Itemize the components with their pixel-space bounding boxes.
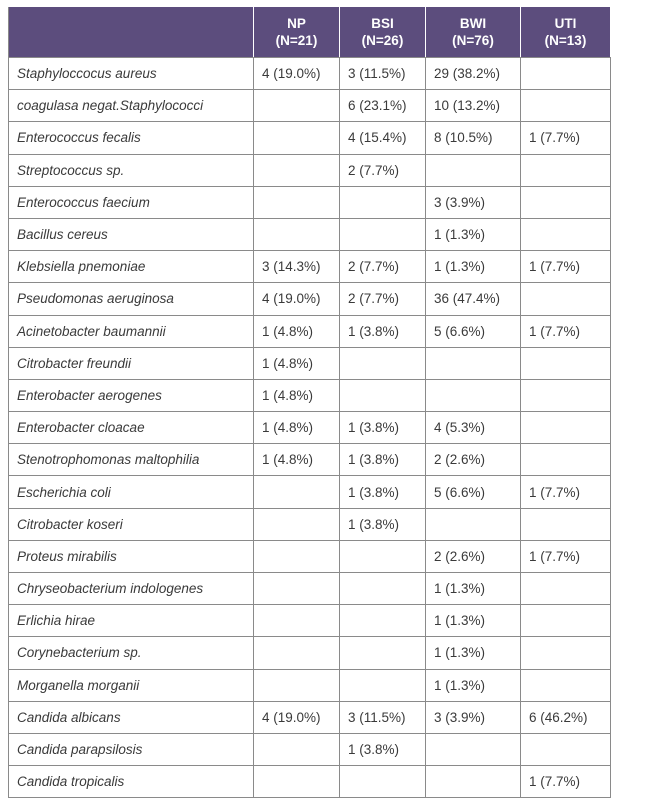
np-cell — [254, 508, 340, 540]
bsi-cell — [340, 573, 426, 605]
bwi-cell: 1 (1.3%) — [426, 637, 521, 669]
bwi-cell: 3 (3.9%) — [426, 701, 521, 733]
table-row — [9, 379, 611, 411]
organism-cell: Enterococcus faecium — [9, 186, 254, 218]
table-row — [9, 540, 611, 572]
bsi-cell — [340, 186, 426, 218]
organism-cell: Bacillus cereus — [9, 218, 254, 250]
bwi-cell: 1 (1.3%) — [426, 605, 521, 637]
np-cell: 1 (4.8%) — [254, 412, 340, 444]
bwi-cell — [426, 508, 521, 540]
bwi-cell: 1 (1.3%) — [426, 251, 521, 283]
bsi-cell — [340, 540, 426, 572]
organism-cell: Candida albicans — [9, 701, 254, 733]
header-cell-organism — [9, 7, 254, 58]
header-bwi-count: (N=76) — [452, 33, 494, 48]
uti-cell — [521, 573, 611, 605]
np-cell — [254, 122, 340, 154]
organism-cell: Citrobacter koseri — [9, 508, 254, 540]
bsi-cell — [340, 766, 426, 798]
uti-cell — [521, 508, 611, 540]
uti-cell — [521, 733, 611, 765]
organism-cell: Streptococcus sp. — [9, 154, 254, 186]
table-row — [9, 218, 611, 250]
header-uti-count: (N=13) — [544, 33, 587, 48]
uti-cell — [521, 283, 611, 315]
bwi-cell: 10 (13.2%) — [426, 90, 521, 122]
uti-cell — [521, 379, 611, 411]
organism-cell: Enterobacter aerogenes — [9, 379, 254, 411]
table-row — [9, 476, 611, 508]
np-cell — [254, 218, 340, 250]
bsi-cell — [340, 637, 426, 669]
organism-cell: Pseudomonas aeruginosa — [9, 283, 254, 315]
bwi-cell — [426, 766, 521, 798]
table-row — [9, 283, 611, 315]
header-bsi-label: BSI — [371, 16, 394, 31]
organism-cell: Corynebacterium sp. — [9, 637, 254, 669]
bsi-cell: 1 (3.8%) — [340, 315, 426, 347]
organism-cell: Enterococcus fecalis — [9, 122, 254, 154]
np-cell — [254, 605, 340, 637]
np-cell — [254, 766, 340, 798]
header-bwi-label: BWI — [459, 16, 487, 31]
bwi-cell: 1 (1.3%) — [426, 669, 521, 701]
bwi-cell: 2 (2.6%) — [426, 540, 521, 572]
organism-cell: Klebsiella pnemoniae — [9, 251, 254, 283]
uti-cell — [521, 186, 611, 218]
np-cell: 4 (19.0%) — [254, 283, 340, 315]
table-row — [9, 58, 611, 90]
header-cell-bwi — [426, 7, 521, 58]
bsi-cell: 1 (3.8%) — [340, 444, 426, 476]
table-container — [8, 6, 611, 798]
organism-cell: Staphyloccocus aureus — [9, 58, 254, 90]
bsi-cell: 2 (7.7%) — [340, 154, 426, 186]
table-row — [9, 637, 611, 669]
organism-cell: Chryseobacterium indologenes — [9, 573, 254, 605]
bwi-cell: 29 (38.2%) — [426, 58, 521, 90]
bwi-cell: 5 (6.6%) — [426, 476, 521, 508]
table-row — [9, 605, 611, 637]
bsi-cell: 3 (11.5%) — [340, 58, 426, 90]
header-cell-uti — [521, 7, 611, 58]
uti-cell — [521, 637, 611, 669]
bsi-cell: 3 (11.5%) — [340, 701, 426, 733]
bsi-cell: 1 (3.8%) — [340, 476, 426, 508]
np-cell — [254, 90, 340, 122]
bsi-cell — [340, 379, 426, 411]
np-cell — [254, 540, 340, 572]
bwi-cell: 36 (47.4%) — [426, 283, 521, 315]
bsi-cell — [340, 347, 426, 379]
organism-cell: Stenotrophomonas maltophilia — [9, 444, 254, 476]
uti-cell: 1 (7.7%) — [521, 251, 611, 283]
uti-cell — [521, 90, 611, 122]
organism-cell: Escherichia coli — [9, 476, 254, 508]
bwi-cell — [426, 379, 521, 411]
uti-cell — [521, 669, 611, 701]
table-row — [9, 347, 611, 379]
header-row — [9, 7, 611, 58]
header-np-count: (N=21) — [275, 33, 318, 48]
uti-cell — [521, 58, 611, 90]
bsi-cell: 6 (23.1%) — [340, 90, 426, 122]
np-cell — [254, 669, 340, 701]
np-cell — [254, 733, 340, 765]
table-row — [9, 701, 611, 733]
bwi-cell — [426, 154, 521, 186]
np-cell — [254, 154, 340, 186]
np-cell — [254, 476, 340, 508]
uti-cell: 1 (7.7%) — [521, 540, 611, 572]
table-row — [9, 122, 611, 154]
uti-cell: 1 (7.7%) — [521, 122, 611, 154]
table-body — [9, 58, 611, 798]
bsi-cell: 1 (3.8%) — [340, 733, 426, 765]
table-header — [9, 7, 611, 58]
bsi-cell — [340, 669, 426, 701]
bwi-cell: 4 (5.3%) — [426, 412, 521, 444]
organism-cell: coagulasa negat.Staphylococci — [9, 90, 254, 122]
organism-cell: Candida tropicalis — [9, 766, 254, 798]
np-cell — [254, 573, 340, 605]
bwi-cell: 1 (1.3%) — [426, 573, 521, 605]
np-cell: 1 (4.8%) — [254, 379, 340, 411]
organism-cell: Candida parapsilosis — [9, 733, 254, 765]
organism-cell: Citrobacter freundii — [9, 347, 254, 379]
table-row — [9, 90, 611, 122]
organism-cell: Enterobacter cloacae — [9, 412, 254, 444]
bsi-cell: 1 (3.8%) — [340, 412, 426, 444]
np-cell: 4 (19.0%) — [254, 58, 340, 90]
table-row — [9, 186, 611, 218]
np-cell: 1 (4.8%) — [254, 315, 340, 347]
bsi-cell: 2 (7.7%) — [340, 283, 426, 315]
header-uti-label: UTI — [554, 16, 577, 31]
organism-cell: Acinetobacter baumannii — [9, 315, 254, 347]
uti-cell — [521, 347, 611, 379]
uti-cell — [521, 605, 611, 637]
bwi-cell: 2 (2.6%) — [426, 444, 521, 476]
header-np-label: NP — [287, 16, 306, 31]
uti-cell — [521, 218, 611, 250]
bsi-cell: 4 (15.4%) — [340, 122, 426, 154]
uti-cell: 6 (46.2%) — [521, 701, 611, 733]
table-row — [9, 573, 611, 605]
np-cell: 4 (19.0%) — [254, 701, 340, 733]
uti-cell — [521, 444, 611, 476]
organism-cell: Morganella morganii — [9, 669, 254, 701]
table-row — [9, 508, 611, 540]
np-cell — [254, 186, 340, 218]
bwi-cell — [426, 733, 521, 765]
bwi-cell: 8 (10.5%) — [426, 122, 521, 154]
table-row — [9, 444, 611, 476]
uti-cell: 1 (7.7%) — [521, 315, 611, 347]
uti-cell: 1 (7.7%) — [521, 766, 611, 798]
table-row — [9, 251, 611, 283]
bwi-cell: 1 (1.3%) — [426, 218, 521, 250]
bsi-cell — [340, 605, 426, 637]
organism-cell: Erlichia hirae — [9, 605, 254, 637]
organism-cell: Proteus mirabilis — [9, 540, 254, 572]
uti-cell: 1 (7.7%) — [521, 476, 611, 508]
table-row — [9, 766, 611, 798]
uti-cell — [521, 412, 611, 444]
table-row — [9, 669, 611, 701]
table-row — [9, 154, 611, 186]
np-cell: 3 (14.3%) — [254, 251, 340, 283]
bwi-cell — [426, 347, 521, 379]
header-cell-bsi — [340, 7, 426, 58]
np-cell — [254, 637, 340, 669]
table-row — [9, 412, 611, 444]
header-bsi-count: (N=26) — [361, 33, 404, 48]
microorganism-table — [8, 6, 611, 798]
bwi-cell: 3 (3.9%) — [426, 186, 521, 218]
bsi-cell: 1 (3.8%) — [340, 508, 426, 540]
table-row — [9, 315, 611, 347]
bwi-cell: 5 (6.6%) — [426, 315, 521, 347]
uti-cell — [521, 154, 611, 186]
np-cell: 1 (4.8%) — [254, 444, 340, 476]
bsi-cell: 2 (7.7%) — [340, 251, 426, 283]
bsi-cell — [340, 218, 426, 250]
table-row — [9, 733, 611, 765]
header-cell-np — [254, 7, 340, 58]
np-cell: 1 (4.8%) — [254, 347, 340, 379]
